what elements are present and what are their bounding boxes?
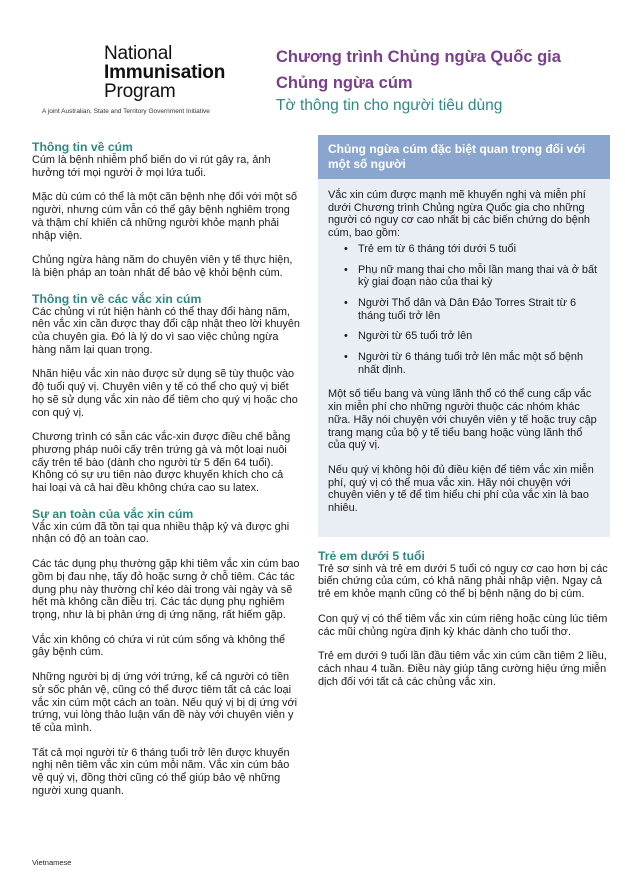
paragraph: Vắc xin không có chứa vi rút cúm sống và không thể gây bệnh cúm. [32, 633, 286, 659]
list-item-text: Người từ 6 tháng tuổi trở lên mắc một số bệnh nhất định. [358, 351, 584, 376]
paragraph: Mặc dù cúm có thể là một căn bệnh nhẹ đối với một số người, nhưng cúm vẫn có thể gây bệnh nghiêm trọng và thậm chí khiến cả những người khỏe mạnh phải nhập viện. [32, 191, 298, 242]
paragraph: Một số tiểu bang và vùng lãnh thổ có thể cung cấp vắc xin miễn phí cho những người thuộc các nhóm khác nữa. Hãy nói chuyện với chuyên viên y tế hoặc truy cập trang mạng của bộ y tế tiểu bang hoặc vùng lãnh thổ của quý vị. [328, 388, 597, 452]
bullet-icon: • [344, 296, 348, 309]
paragraph: Nếu quý vị không hội đủ điều kiện để tiêm vắc xin miễn phí, quý vị có thể mua vắc xin. Hãy nói chuyện với chuyên viên y tế để tìm hiểu chi phí của vắc xin là bao nhiêu. [328, 463, 594, 515]
children-section [318, 549, 610, 689]
paragraph: Tất cả mọi người từ 6 tháng tuổi trở lên được khuyến nghị nên tiêm vắc xin cúm mỗi năm. Vắc xin cúm bảo vệ quý vị, đồng thời cũng có thể giúp bảo vệ những người xung quanh. [32, 746, 290, 797]
page-subtitle: Chủng ngừa cúm [276, 74, 413, 92]
list-item [328, 243, 598, 256]
page-title: Chương trình Chủng ngừa Quốc gia [276, 48, 561, 66]
list-item [328, 264, 598, 289]
eligibility-list [328, 243, 598, 377]
paragraph: Chương trình có sẵn các vắc-xin được điều chế bằng phương pháp nuôi cấy trên trứng gà và một loại nuôi cấy trên tế bào (dành cho người từ 5 đến 64 tuổi). Không có sự ưu tiên nào được khuyến khích cho cả hai loại và cả hai đều không chứa cao su latex. [32, 431, 291, 495]
paragraph: Cúm là bệnh nhiễm phổ biến do vi rút gây ra, ảnh hưởng tới mọi người ở mọi lứa tuổi. [32, 154, 271, 179]
list-item-text: Trẻ em từ 6 tháng tới dưới 5 tuổi [358, 242, 517, 255]
list-item [328, 297, 598, 322]
logo-line-national: National [104, 43, 173, 64]
paragraph: Những người bị dị ứng với trứng, kể cả người có tiền sử sốc phản vệ, cũng có thể được tiêm tất cả các loại vắc xin cúm một cách an toàn. Nếu quý vị bị dị ứng với trứng, vui lòng thảo luận vấn đề này với chuyên viên y tế của mình. [32, 671, 298, 734]
list-item-text: Người từ 65 tuổi trở lên [358, 330, 473, 343]
paragraph: Các tác dụng phụ thường gặp khi tiêm vắc xin cúm bao gồm bị đau nhẹ, tấy đỏ hoặc sưng ở chỗ tiêm. Các tác dụng phụ này thường chỉ kéo dài trong vài ngày và sẽ hết mà không cần điều trị. Các tác dụng phụ nghiêm trọng, như là bị phản ứng dị ứng nặng, rất hiếm gặp. [32, 558, 300, 621]
logo-tagline: A joint Australian, State and Territory Government Initiative [42, 108, 210, 115]
nip-logo [104, 44, 274, 101]
section-heading-children: Trẻ em dưới 5 tuổi [318, 548, 425, 563]
bullet-icon: • [344, 351, 348, 364]
document-type: Tờ thông tin cho người tiêu dùng [276, 97, 503, 114]
callout-body [318, 179, 610, 515]
callout-intro: Vắc xin cúm được mạnh mẽ khuyến nghị và miễn phí dưới Chương trình Chủng ngừa Quốc gia cho những người có nguy cơ cao nhất bị các biến chứng do bệnh cúm, bao gồm: [328, 189, 590, 240]
paragraph: Trẻ sơ sinh và trẻ em dưới 5 tuổi có nguy cơ cao hơn bị các biến chứng của cúm, có khả năng phải nhập viện. Ngay cả trẻ em khỏe mạnh cũng có thể bị bệnh nặng do bị cúm. [318, 562, 608, 601]
paragraph: Con quý vị có thể tiêm vắc xin cúm riêng hoặc cùng lúc tiêm các mũi chủng ngừa định kỳ khác dành cho tuổi thơ. [318, 612, 608, 638]
paragraph: Vắc xin cúm đã tồn tại qua nhiều thập kỷ và được ghi nhận có độ an toàn cao. [32, 520, 290, 546]
logo-line-immunisation: Immunisation [104, 62, 226, 83]
logo-line-program: Program [104, 81, 176, 102]
callout-box [318, 135, 610, 537]
callout-heading: Chủng ngừa cúm đặc biệt quan trọng đối với một số người [318, 135, 610, 179]
list-item [328, 330, 598, 343]
footer-language: Vietnamese [32, 858, 72, 867]
paragraph: Chủng ngừa hàng năm do chuyên viên y tế thực hiện, là biện pháp an toàn nhất để bảo vệ khỏi bệnh cúm. [32, 254, 293, 279]
right-column [318, 135, 610, 688]
section-heading-about-vaccines: Thông tin về các vắc xin cúm [32, 291, 202, 306]
section-heading-about-flu: Thông tin về cúm [32, 140, 133, 154]
paragraph: Nhãn hiệu vắc xin nào được sử dụng sẽ tùy thuộc vào độ tuổi quý vị. Chuyên viên y tế có thể cho quý vị biết họ sẽ sử dụng vắc xin nào để tiêm cho quý vị hoặc cho con quý vị. [32, 368, 298, 419]
paragraph: Các chủng vi rút hiện hành có thể thay đổi hàng năm, nên vắc xin cần được thay đổi cập nhật theo lời khuyên của chuyên gia. Đó là lý do vì sao việc chủng ngừa hàng năm lại quan trọng. [32, 305, 300, 356]
section-heading-vaccine-safety: Sự an toàn của vắc xin cúm [32, 506, 194, 521]
bullet-icon: • [344, 330, 348, 343]
paragraph: Trẻ em dưới 9 tuổi lần đầu tiêm vắc xin cúm cần tiêm 2 liều, cách nhau 4 tuần. Điều này giúp tăng cường hiệu ứng miễn dịch đối với tất cả các chủng vắc xin. [318, 650, 607, 688]
bullet-icon: • [344, 242, 348, 255]
left-column [32, 140, 300, 797]
bullet-icon: • [344, 263, 348, 276]
list-item-text: Phụ nữ mang thai cho mỗi lần mang thai và ở bất kỳ giai đoạn nào của thai kỳ [358, 263, 598, 289]
list-item [328, 351, 598, 376]
list-item-text: Người Thổ dân và Dân Đảo Torres Strait từ 6 tháng tuổi trở lên [358, 296, 577, 322]
